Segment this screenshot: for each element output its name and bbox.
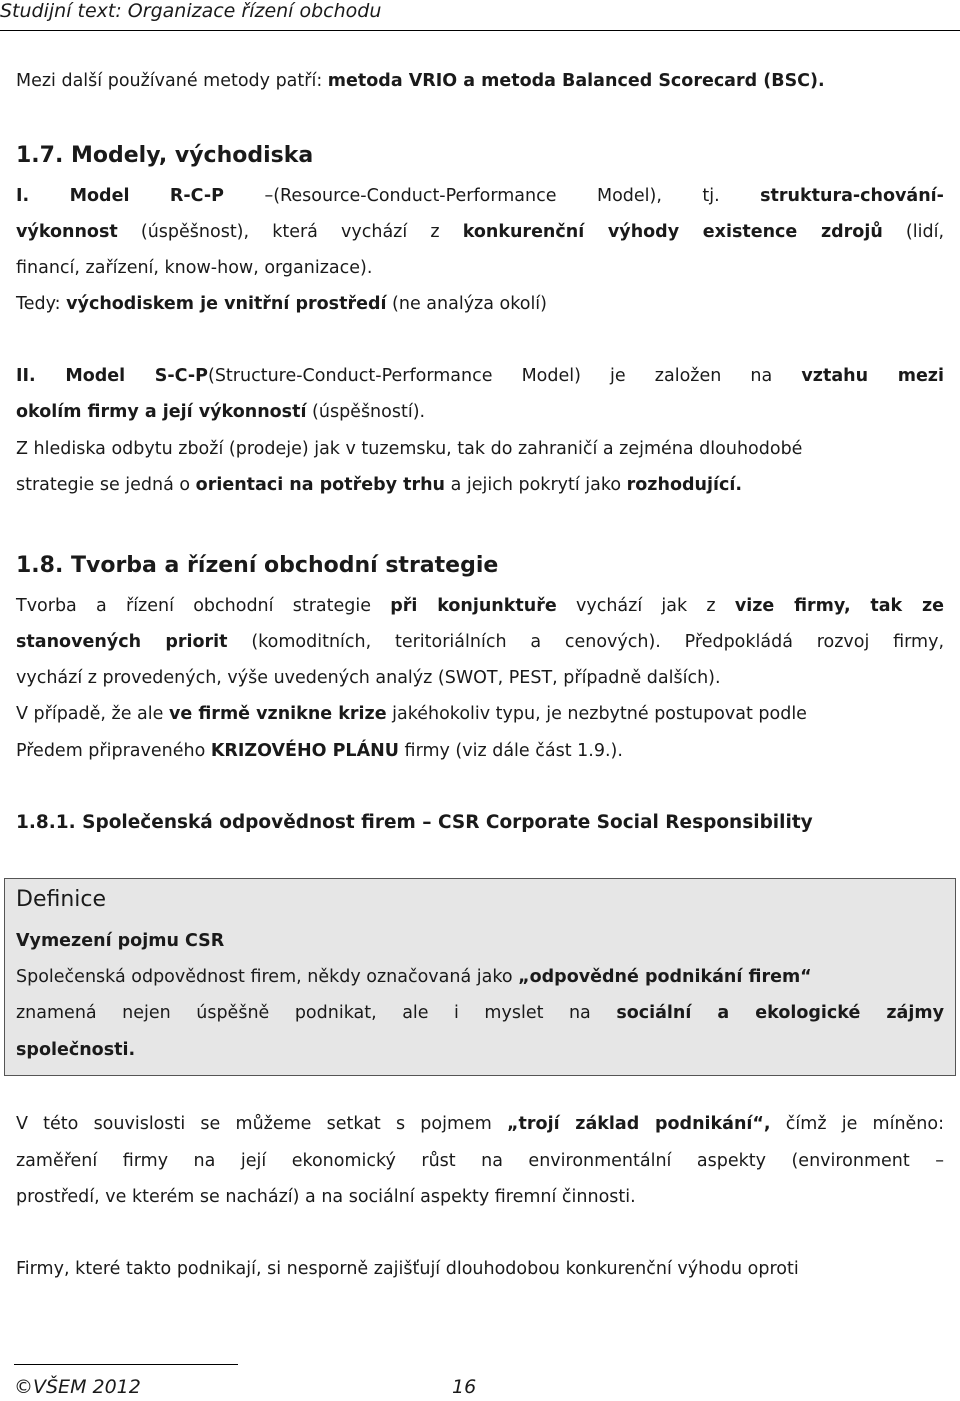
text: čímž je míněno: [770,1114,945,1134]
model-2-line-3: Z hlediska odbytu zboží (prodeje) jak v tuzemsku, tak do zahraničí a zejména dlouhodobé [16,439,803,459]
text: vztahu mezi [801,366,944,386]
s18-line-3: vychází z provedených, výše uvedených analýz (SWOT, PEST, případně dalších). [16,668,721,688]
text: V této souvislosti se můžeme setkat s pojmem [16,1114,508,1134]
context-line-3: prostředí, ve kterém se nachází) a na sociální aspekty firemní činnosti. [16,1187,636,1207]
text: Model), [596,186,662,206]
model-2-line-1 [16,365,944,387]
footer-copyright: ©VŠEM 2012 [14,1376,141,1398]
text: Společenská odpovědnost firem, někdy označovaná jako [16,967,519,987]
paragraph-methods [16,70,825,92]
text: strategie se jedná o [16,475,196,495]
model-1-line-1 [16,185,944,207]
definition-subtitle [16,930,224,952]
text: Vymezení pojmu CSR [16,931,225,951]
bold-text: metoda VRIO a metoda Balanced Scorecard (BSC). [327,71,825,91]
footer-rule [14,1364,238,1365]
text: ve firmě vznikne krize [168,704,387,724]
text: stanovených priorit [16,632,228,652]
s18-line-2 [16,631,944,653]
text: (úspěšnost), která vychází z [117,222,463,242]
text: Tvorba a řízení obchodní strategie [16,596,391,616]
text: Tedy: [16,294,67,314]
section-heading-1-8-1: 1.8.1. Společenská odpovědnost firem – CSR Corporate Social Responsibility [16,812,813,833]
text: firmy (viz dále část 1.9.). [398,741,623,761]
model-1-line-2 [16,221,944,243]
text: (Structure-Conduct-Performance Model) je založen na [208,366,802,386]
text: (lidí, [882,222,945,242]
text: tj. [702,186,720,206]
text: výkonnost [16,222,118,242]
text: (komoditních, teritoriálních a cenových). Předpokládá rozvoj firmy, [227,632,945,652]
definition-title: Definice [16,887,107,912]
header-title: Studijní text: Organizace řízení obchodu [0,0,382,22]
text: konkurenční výhody existence zdrojů [462,222,883,242]
definition-line-3 [16,1039,135,1061]
text: „odpovědné podnikání firem“ [518,967,812,987]
model-1-line-4 [16,293,547,315]
model-2-line-2 [16,401,425,423]
text: Předem připraveného [16,741,211,761]
page-number: 16 [452,1376,477,1398]
section-heading-1-8: 1.8. Tvorba a řízení obchodní strategie [16,553,499,578]
text: při konjunktuře [390,596,557,616]
text: rozhodující. [626,475,742,495]
text: sociální a ekologické zájmy [616,1003,944,1023]
s18-line-5 [16,740,623,762]
definition-line-1 [16,966,812,988]
running-header [0,0,960,31]
model-1-line-3: financí, zařízení, know-how, organizace). [16,258,373,278]
text: jakéhokoliv typu, je nezbytné postupovat podle [386,704,807,724]
text: R-C-P [169,186,224,206]
text: Mezi další používané metody patří: [16,71,328,91]
text: znamená nejen úspěšně podnikat, ale i myslet na [16,1003,617,1023]
last-paragraph-line-1: Firmy, které takto podnikají, si nesporně zajišťují dlouhodobou konkurenční výhodu oproti [16,1259,799,1279]
text: okolím firmy a její výkonností [16,402,307,422]
text: (úspěšností). [306,402,426,422]
text: „trojí základ podnikání“, [507,1114,771,1134]
definition-line-2 [16,1002,944,1024]
text: I. [16,186,30,206]
context-line-1 [16,1113,944,1135]
text: V případě, že ale [16,704,169,724]
text: východiskem je vnitřní prostředí [66,294,387,314]
text: vize firmy, tak ze [734,596,945,616]
text: II. Model S-C-P [16,366,208,386]
text: vychází jak z [556,596,735,616]
text: –(Resource-Conduct-Performance [264,186,557,206]
s18-line-1 [16,595,944,617]
context-line-2: zaměření firmy na její ekonomický růst na environmentální aspekty (environment – [16,1151,944,1171]
text: KRIZOVÉHO PLÁNU [210,741,399,761]
s18-line-4 [16,703,807,725]
section-heading-1-7: 1.7. Modely, východiska [16,143,314,168]
text: Model [69,186,130,206]
text: (ne analýza okolí) [386,294,548,314]
text: a jejich pokrytí jako [445,475,627,495]
text: orientaci na potřeby trhu [195,475,446,495]
model-2-line-4 [16,474,742,496]
text: struktura-chování- [760,186,944,206]
text: společnosti. [16,1040,136,1060]
